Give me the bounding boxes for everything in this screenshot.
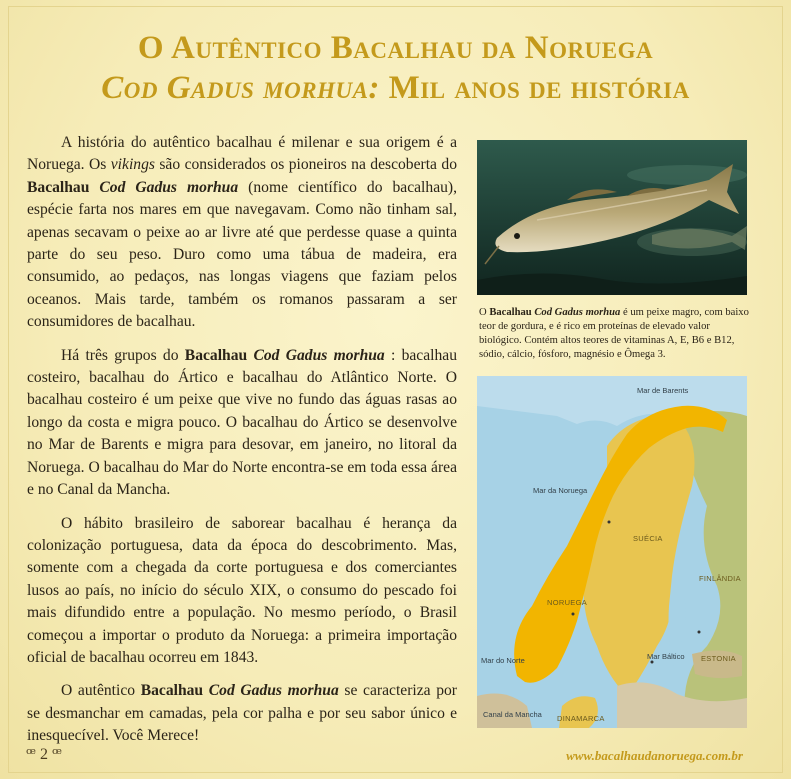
page-subtitle bbox=[0, 68, 791, 108]
text-run-italic: vikings bbox=[110, 156, 155, 174]
article-paragraph-1 bbox=[27, 132, 457, 334]
cod-fish-photo bbox=[477, 140, 747, 295]
subtitle-italic: Cod Gadus morhua: bbox=[101, 70, 380, 106]
text-run-bold: Bacalhau bbox=[27, 178, 100, 196]
map-illustration bbox=[477, 376, 747, 728]
text-run: Há três grupos do bbox=[61, 346, 185, 364]
text-run: são considerados os pioneiros na descoberta do bbox=[154, 156, 457, 174]
text-run: : bacalhau costeiro, bacalhau do Ártico e bacalhau do Atlântico Norte. O bacalhau costeiro é um peixe que vive no fundo das águas rasas ao longo da costa e migra pouco. O bacalhau do Ártico se desenvolve no Mar de Barents e migra para desovar, em janeiro, no litoral da Noruega. O bacalhau do Mar do Norte encontra-se em toda essa área e no Canal da Mancha. bbox=[27, 346, 457, 499]
map-label-mar-noruega: Mar da Noruega bbox=[533, 486, 588, 495]
website-link[interactable]: www.bacalhaudanoruega.com.br bbox=[566, 748, 743, 763]
cod-fish-illustration bbox=[477, 140, 747, 295]
article-paragraph-4 bbox=[27, 680, 457, 747]
page-title: O Autêntico Bacalhau da Noruega bbox=[137, 30, 654, 66]
ornament-right-icon: ꟹ bbox=[51, 746, 62, 763]
article-body bbox=[27, 132, 457, 759]
text-run: se caracteriza por se desmanchar em camadas, pela cor palha e por seu sabor único e inesquecível. Você Merece! bbox=[27, 682, 457, 745]
text-run: A história do autêntico bacalhau é milenar e sua origem é a Noruega. Os bbox=[27, 134, 457, 174]
map-label-mar-norte: Mar do Norte bbox=[481, 656, 525, 665]
text-run-bold: Bacalhau bbox=[489, 307, 535, 318]
text-run: O autêntico bbox=[61, 682, 141, 700]
subtitle-rest: Mil anos de história bbox=[388, 70, 690, 106]
map-label-mar-baltico: Mar Báltico bbox=[647, 652, 685, 661]
text-run-bold-italic: Cod Gadus morhua bbox=[534, 307, 621, 318]
map-label-noruega: NORUEGA bbox=[547, 598, 588, 607]
text-run-bold: Bacalhau bbox=[140, 682, 209, 700]
map-label-finlandia: FINLÂNDIA bbox=[699, 574, 741, 583]
map-label-estonia: ESTONIA bbox=[701, 654, 736, 663]
text-run-bold-italic: Cod Gadus morhua bbox=[208, 682, 339, 700]
ornament-left-icon: ꟹ bbox=[26, 746, 36, 763]
map-label-canal-mancha: Canal da Mancha bbox=[483, 710, 542, 719]
map-label-mar-barents: Mar de Barents bbox=[637, 386, 689, 395]
text-run-bold: Bacalhau bbox=[184, 346, 254, 364]
map-label-dinamarca: DINAMARCA bbox=[557, 714, 605, 723]
page-heading bbox=[0, 28, 791, 108]
article-paragraph-3: O hábito brasileiro de saborear bacalhau é herança da colonização portuguesa, data da época do descobrimento. Mas, somente com a chegada da corte portuguesa e dos comerciantes lusos ao país, no início do século XIX, o consumo do pescado foi mais difundido entre a população. No mesmo período, o Brasil começou a importar o produto da Noruega: a primeira importação oficial de bacalhau ocorreu em 1843. bbox=[27, 514, 457, 666]
photo-caption bbox=[479, 306, 754, 362]
article-paragraph-2 bbox=[27, 345, 457, 502]
map-label-suecia: SUÉCIA bbox=[633, 534, 663, 543]
page-number bbox=[26, 744, 62, 764]
page-number-value: 2 bbox=[39, 746, 48, 763]
text-run: O bbox=[479, 307, 490, 318]
text-run: (nome científico do bacalhau), espécie farta nos mares em que navegavam. Como não tinham sal, apenas secavam o peixe ao ar livre até que perdesse quase a quinta parte do seu peso. Duro como uma tábua de madeira, era consumido, ao pedaços, nas longas viagens que faziam pelos oceanos. Mais tarde, também os romanos passaram a ser consumidores de bacalhau. bbox=[27, 178, 457, 331]
text-run-bold-italic: Cod Gadus morhua bbox=[99, 178, 239, 196]
text-run-bold-italic: Cod Gadus morhua bbox=[253, 346, 385, 364]
text-run: é um peixe magro, com baixo teor de gordura, e é rico em proteínas de elevado valor biológico. Contém altos teores de vitaminas A, E, B6 e B12, sódio, cálcio, fósforo, magnésio e Ômega 3. bbox=[479, 307, 749, 360]
scandinavia-map bbox=[477, 376, 747, 728]
